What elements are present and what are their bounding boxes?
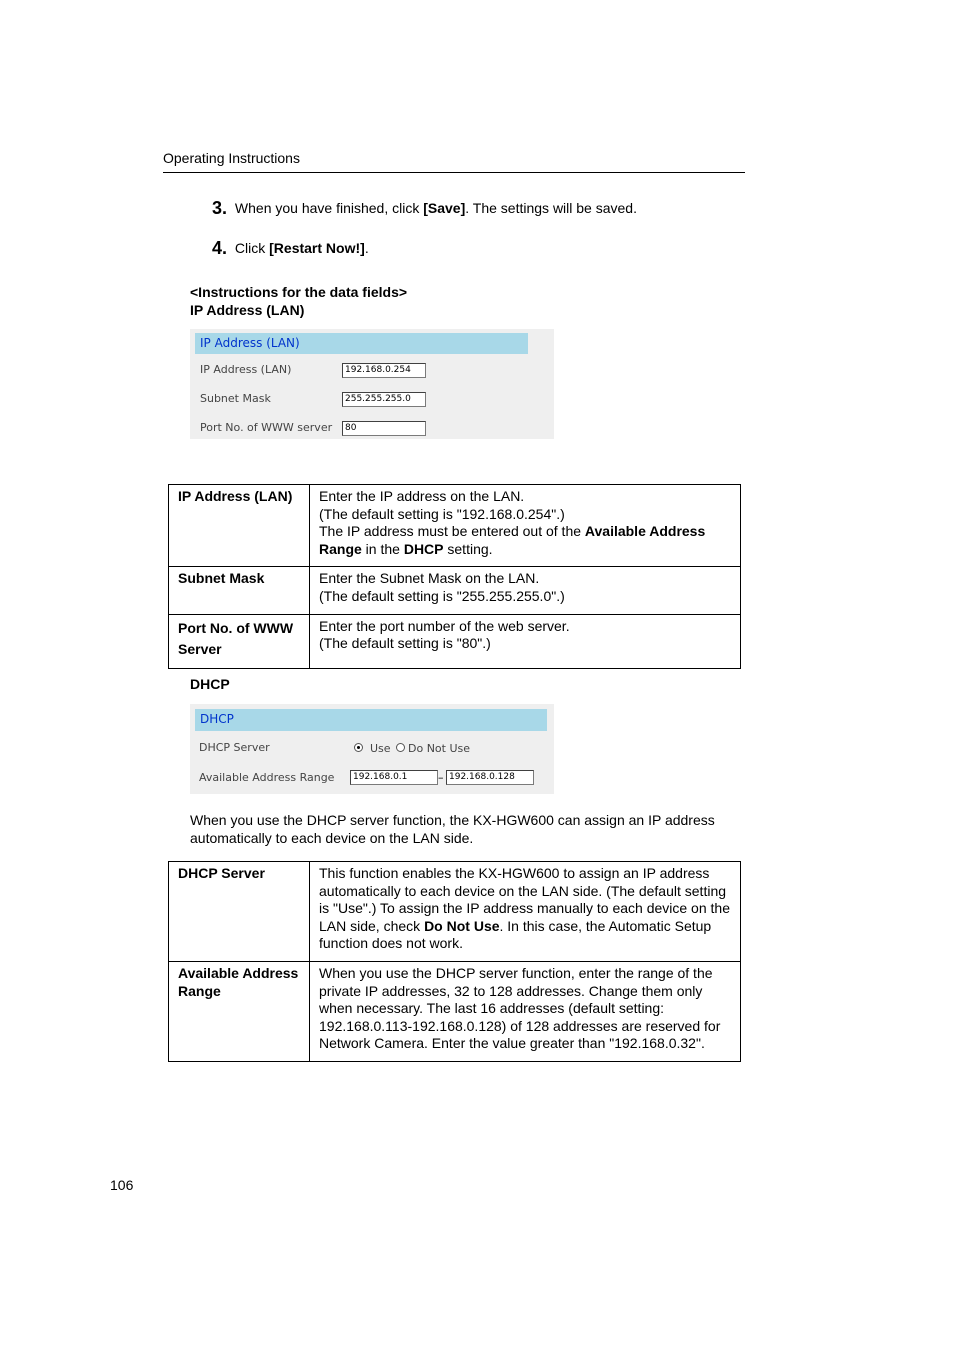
description-line: Enter the port number of the web server. <box>319 617 570 634</box>
ip-panel-title: IP Address (LAN) <box>195 333 528 354</box>
description-cell <box>310 862 741 962</box>
text-fragment: setting. <box>443 540 493 557</box>
description-line: Enter the IP address on the LAN. <box>319 488 525 504</box>
ip-field-label: IP Address (LAN) <box>200 363 292 376</box>
description-line: Enter the Subnet Mask on the LAN. <box>319 570 540 587</box>
description-cell <box>310 614 741 668</box>
description-line: (The default setting is "192.168.0.254".) <box>319 505 565 522</box>
text-fragment: This function enables the KX-HGW600 to assign an IP address automatically to each device on the LAN side. (The default setting is "Use".) To assign the IP address manually to each device on the LAN side, check <box>319 865 730 934</box>
radio-use-label: Use <box>370 742 391 755</box>
term-cell: Subnet Mask <box>169 567 310 614</box>
subnet-field-label: Subnet Mask <box>200 392 271 405</box>
dhcp-description-table <box>168 861 741 1062</box>
range-label: Available Address Range <box>199 771 335 784</box>
restart-reference: [Restart Now!] <box>269 240 365 256</box>
ip-settings-panel <box>190 329 554 439</box>
port-field-label: Port No. of WWW server <box>200 421 333 434</box>
dhcp-panel-title: DHCP <box>195 709 547 731</box>
description-line: (The default setting is "255.255.255.0".) <box>319 587 565 604</box>
radio-do-not-use-label: Do Not Use <box>408 742 471 755</box>
radio-do-not-use[interactable] <box>396 743 405 752</box>
bold-fragment: Do Not Use <box>424 917 500 934</box>
step-3 <box>212 197 637 218</box>
dhcp-server-label: DHCP Server <box>199 741 270 754</box>
description-line: (The default setting is "80".) <box>319 635 491 652</box>
range-start-input[interactable]: 192.168.0.1 <box>350 770 438 785</box>
step-text: Click <box>234 240 270 256</box>
header-divider <box>163 172 745 173</box>
text-fragment: The IP address must be entered out of the <box>319 523 585 540</box>
step-text-end: . <box>364 240 369 256</box>
description-cell: When you use the DHCP server function, enter the range of the private IP addresses, 32 to 128 addresses. Change them only when necessary. The last 16 addresses (default setting: 192.168.0.113-192.168.0.128) of 128 addresses are reserved for Network Camera. Enter the value greater than "192.168.0.32". <box>310 961 741 1061</box>
table-row <box>169 614 741 668</box>
port-input[interactable]: 80 <box>342 421 426 436</box>
ip-section-heading: IP Address (LAN) <box>190 302 305 318</box>
radio-use[interactable] <box>354 743 363 752</box>
save-reference: [Save] <box>423 200 466 216</box>
dhcp-settings-panel <box>190 704 554 794</box>
ip-description-table <box>168 484 741 669</box>
page-number: 106 <box>110 1177 134 1193</box>
dhcp-section-heading: DHCP <box>190 676 230 692</box>
step-4 <box>212 237 369 258</box>
term-cell: DHCP Server <box>169 862 310 962</box>
text-fragment: in the <box>361 540 404 557</box>
subnet-mask-input[interactable]: 255.255.255.0 <box>342 392 426 407</box>
description-cell <box>310 567 741 614</box>
term-cell: Available Address Range <box>169 961 310 1061</box>
bold-fragment: Available Address Range <box>319 523 706 557</box>
table-row <box>169 961 741 1061</box>
description-line <box>319 523 731 558</box>
table-row <box>169 567 741 614</box>
table-row <box>169 485 741 567</box>
bold-fragment: DHCP <box>403 540 444 557</box>
range-end-input[interactable]: 192.168.0.128 <box>446 770 534 785</box>
instructions-heading: <Instructions for the data fields> <box>190 284 408 300</box>
description-cell <box>310 485 741 567</box>
term-cell: IP Address (LAN) <box>169 485 310 567</box>
text-fragment: . In this case, the Automatic Setup function does not work. <box>319 917 712 952</box>
step-number: 3. <box>212 198 228 218</box>
table-row <box>169 862 741 962</box>
step-text: When you have finished, click <box>234 200 424 216</box>
dhcp-intro-paragraph: When you use the DHCP server function, the KX-HGW600 can assign an IP address automatically to each device on the LAN side. <box>190 812 715 846</box>
running-header: Operating Instructions <box>163 150 300 166</box>
ip-address-input[interactable]: 192.168.0.254 <box>342 363 426 378</box>
step-number: 4. <box>212 238 228 258</box>
term-cell: Port No. of WWW Server <box>169 614 310 668</box>
range-separator: – <box>438 771 444 784</box>
step-text-end: . The settings will be saved. <box>465 200 637 216</box>
